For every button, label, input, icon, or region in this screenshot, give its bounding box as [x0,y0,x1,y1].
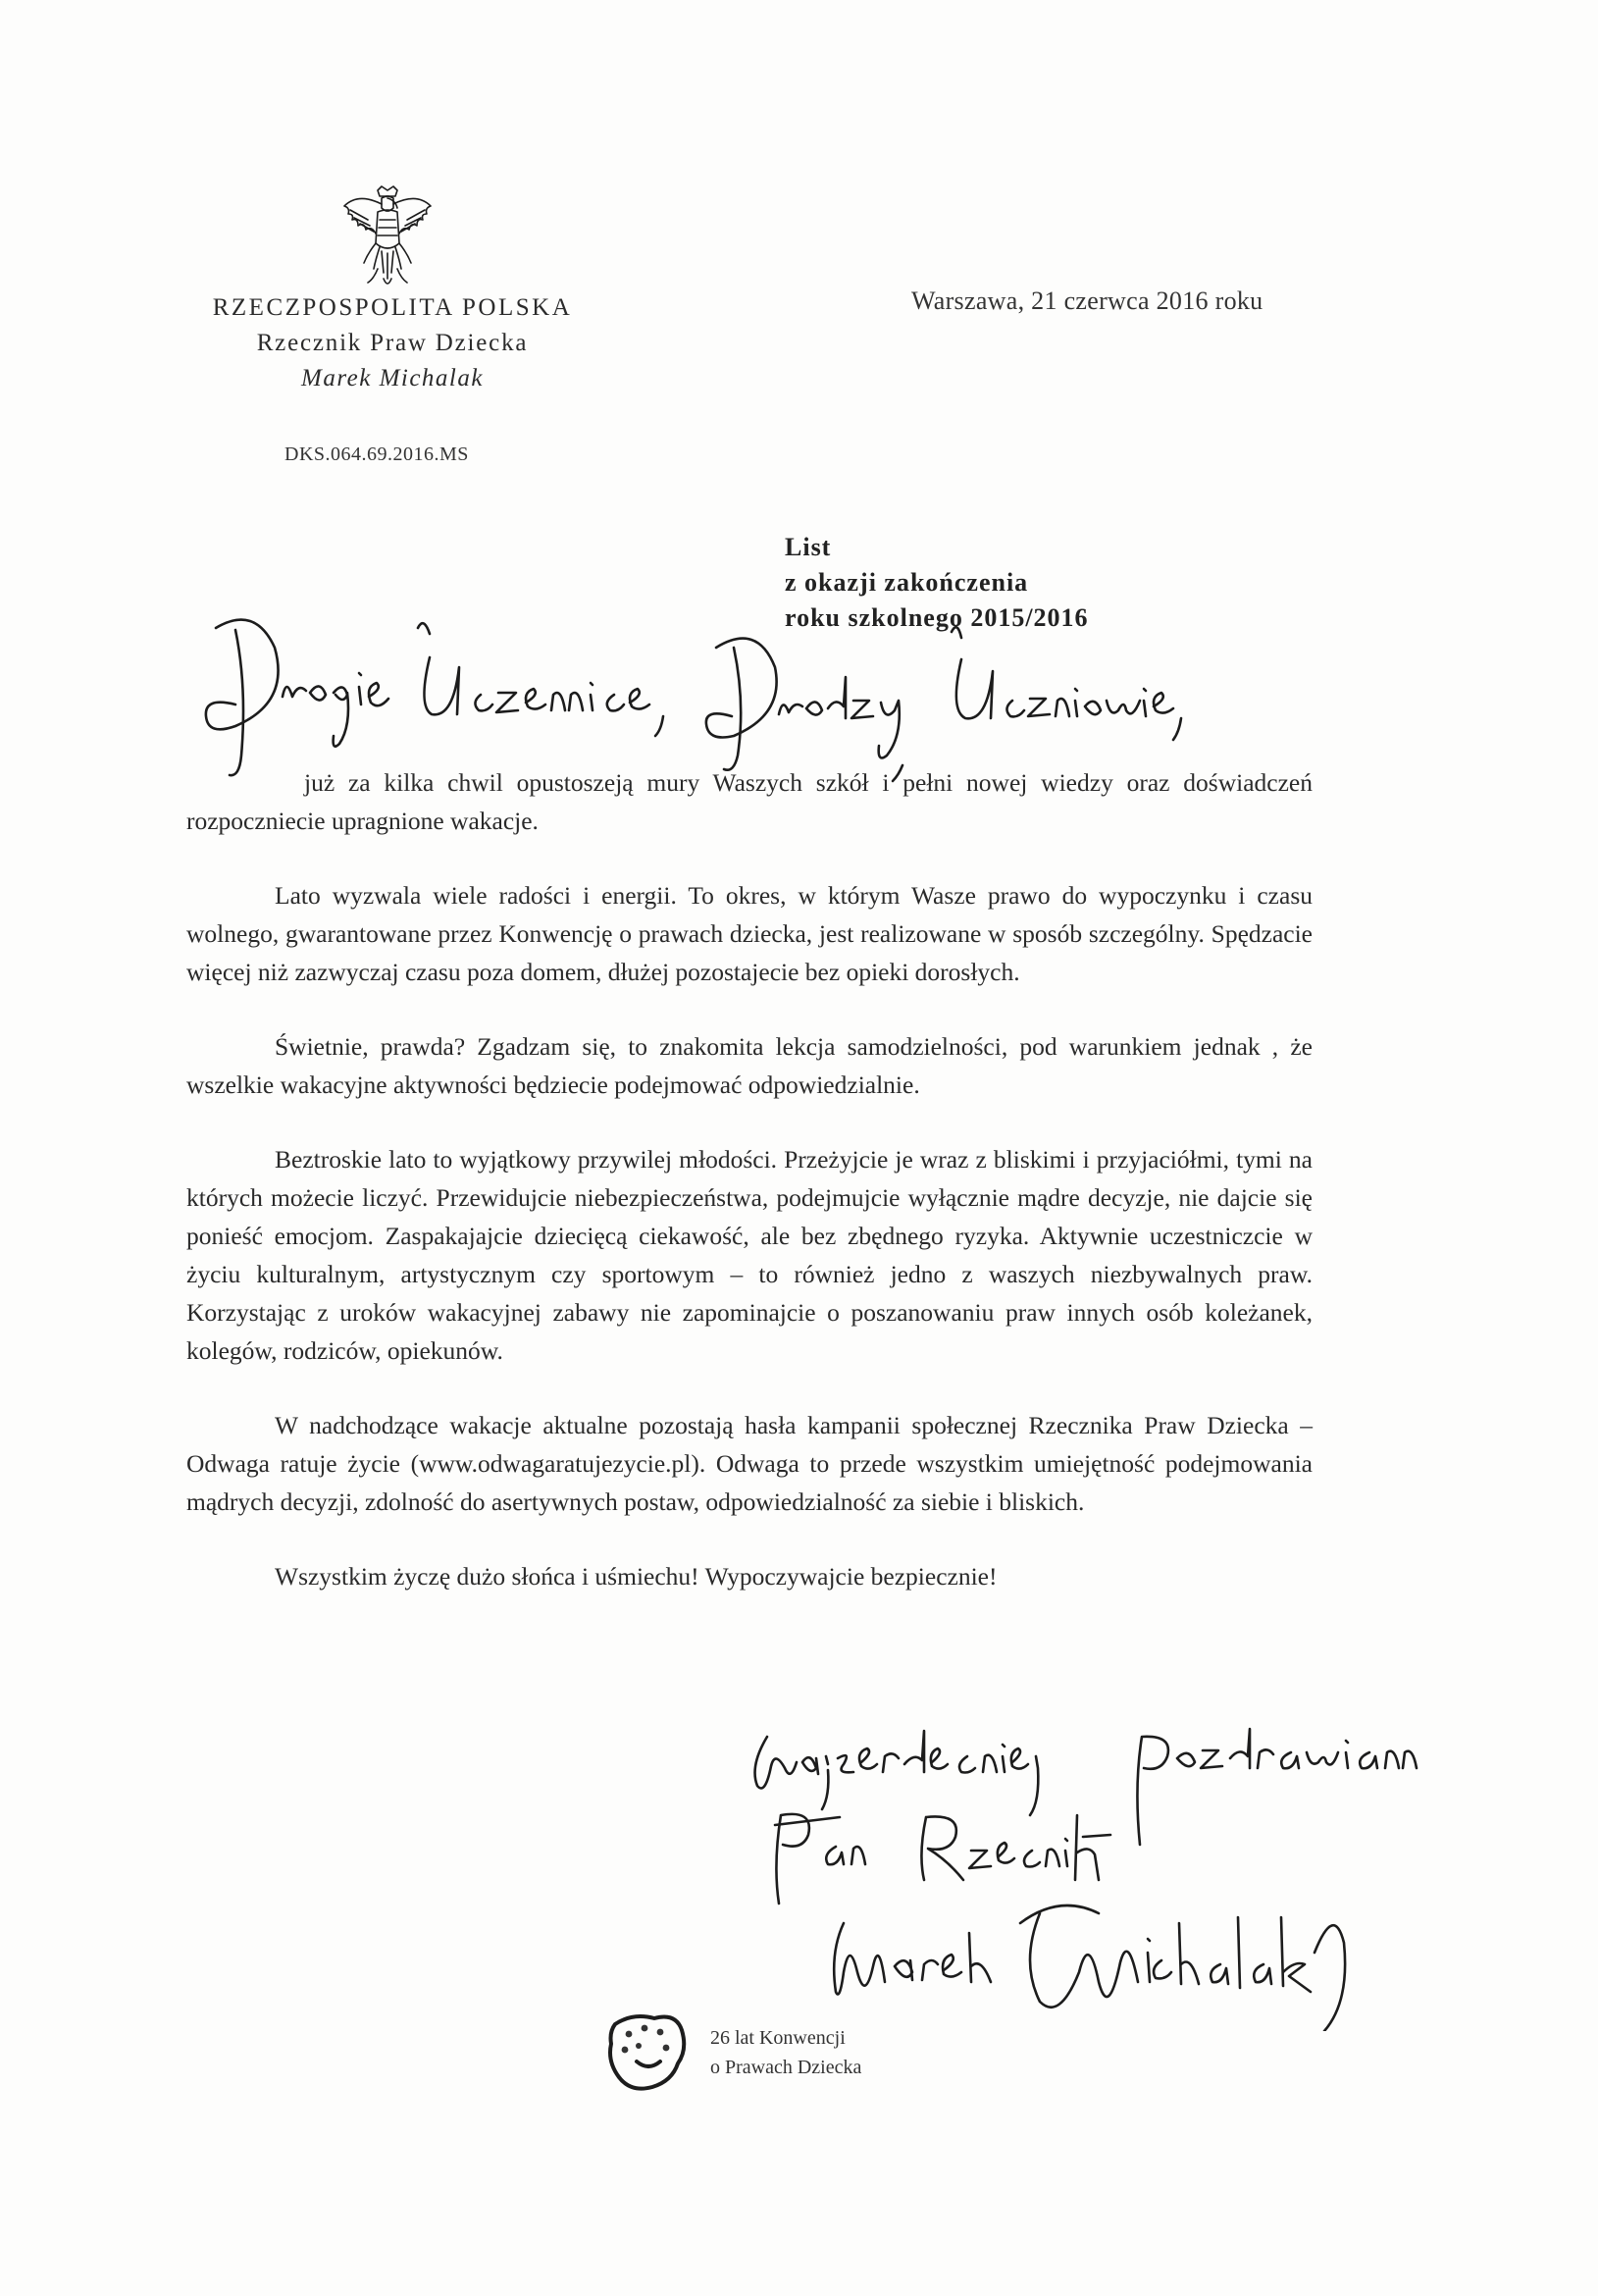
body-paragraph-5: W nadchodzące wakacje aktualne pozostają hasła kampanii społecznej Rzecznika Praw Dziecka – Odwaga ratuje życie (www.odwagaratujezycie.pl). Odwaga to przede wszystkim umiejętność podejmowania mądrych decyzji, zdolność do asertywnych postaw, odpowiedzialność za siebie i bliskich. [186,1411,1313,1516]
place-and-date: Warszawa, 21 czerwca 2016 roku [911,287,1263,315]
sender-person: Marek Michalak [301,365,484,391]
subject-line-1: List [785,533,832,561]
polish-eagle-emblem-icon [338,184,437,290]
sender-block [177,290,608,396]
handwritten-signature [746,1707,1491,2031]
convention-logo-text [710,2023,861,2082]
logo-line-1: 26 lat Konwencji [710,2027,846,2049]
convention-logo-icon [603,2007,692,2095]
letter-body [186,763,1313,1632]
body-paragraph-2: Lato wyzwala wiele radości i energii. To okres, w którym Wasze prawo do wypoczynku i czasu wolnego, gwarantowane przez Konwencję o prawach dziecka, jest realizowane w sposób szczególny. Spędzacie więcej niż zazwyczaj czasu poza domem, dłużej pozostajecie bez opieki dorosłych. [186,881,1313,986]
subject-line-2: z okazji zakończenia [785,568,1029,597]
body-paragraph-3: Świetnie, prawda? Zgadzam się, to znakomita lekcja samodzielności, pod warunkiem jednak , że wszelkie wakacyjne aktywności będziecie podejmować odpowiedzialnie. [186,1032,1313,1099]
subject-line-3: roku szkolnego 2015/2016 [785,603,1089,632]
sender-org-name: RZECZPOSPOLITA POLSKA [212,294,573,321]
body-paragraph-4: Beztroskie lato to wyjątkowy przywilej młodości. Przeżyjcie je wraz z bliskimi i przyjaciółmi, tymi na których możecie liczyć. Przewidujcie niebezpieczeństwa, podejmujcie wyłącznie mądre decyzje, nie dajcie się ponieść emocjom. Zaspakajajcie dziecięcą ciekawość, ale bez zbędnego ryzyka. Aktywnie uczestniczcie w życiu kulturalnym, artystycznym czy sportowym – to również jedno z waszych niezbywalnych praw. Korzystając z uroków wakacyjnej zabawy nie zapominajcie o poszanowaniu praw innych osób koleżanek, kolegów, rodziców, opiekunów. [186,1145,1313,1365]
sender-office: Rzecznik Praw Dziecka [256,330,529,356]
body-paragraph-1: już za kilka chwil opustoszeją mury Waszych szkół i pełni nowej wiedzy oraz doświadczeń rozpoczniecie upragnione wakacje. [186,768,1313,835]
body-paragraph-6: Wszystkim życzę dużo słońca i uśmiechu! Wypoczywajcie bezpiecznie! [275,1562,998,1591]
reference-number: DKS.064.69.2016.MS [284,444,469,465]
logo-line-2: o Prawach Dziecka [710,2057,862,2078]
